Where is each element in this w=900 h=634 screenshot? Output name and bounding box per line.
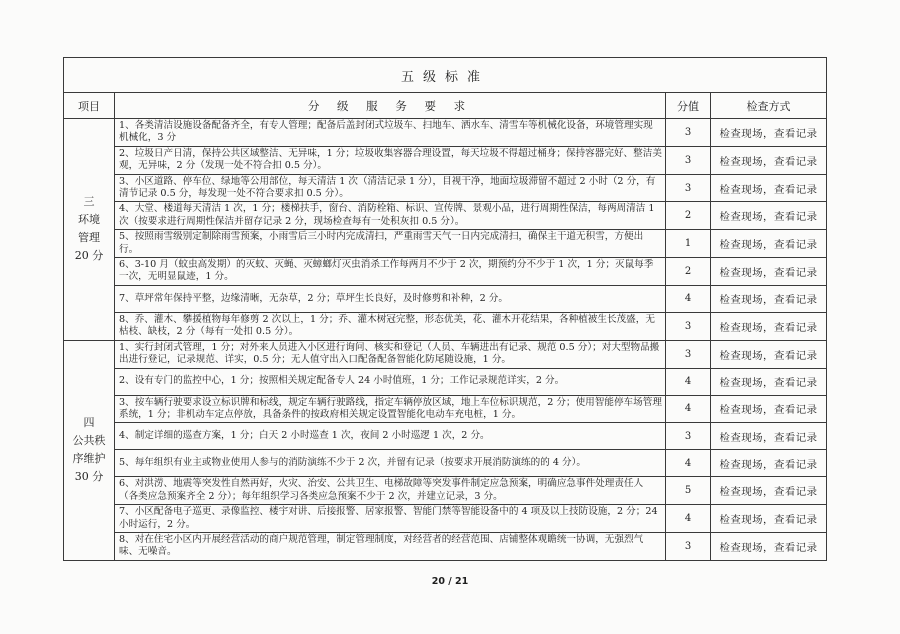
inspection-method: 检查现场，查看记录 xyxy=(711,368,827,395)
section-name-cell xyxy=(64,340,115,560)
requirement-text: 5、每年组织有业主或物业使用人参与的消防演练不少于 2 次，并留有记录（按要求开展消防演练的的 4 分）。 xyxy=(115,450,666,477)
table-row xyxy=(64,395,827,423)
inspection-method: 检查现场，查看记录 xyxy=(711,450,827,477)
inspection-method: 检查现场，查看记录 xyxy=(711,477,827,505)
section-name-line: 管理 xyxy=(78,231,100,245)
requirement-text: 8、乔、灌木、攀援植物每年修剪 2 次以上，1 分；乔、灌木树冠完整，形态优美，花、灌木开花结果，各种植被生长茂盛，无枯枝、缺枝，2 分（每有一处扣 0.5 分）。 xyxy=(115,312,666,340)
score-value: 3 xyxy=(666,340,711,368)
section-name-cell xyxy=(64,119,115,341)
requirement-text: 6、3-10 月（蚊虫高发期）的灭蚊、灭蝇、灭蟑螂灯灭虫消杀工作每两月不少于 2 次，期预约分不少于 1 次，1 分；灭鼠每季一次，无明显鼠迹，1 分。 xyxy=(115,258,666,286)
score-value: 4 xyxy=(666,450,711,477)
score-value: 3 xyxy=(666,312,711,340)
table-row xyxy=(64,477,827,505)
header-method: 检查方式 xyxy=(711,93,827,119)
inspection-method: 检查现场，查看记录 xyxy=(711,505,827,533)
section-name-line: 公共秩 xyxy=(72,434,106,448)
score-value: 4 xyxy=(666,368,711,395)
inspection-method: 检查现场，查看记录 xyxy=(711,119,827,147)
requirement-text: 4、制定详细的巡查方案，1 分；白天 2 小时巡查 1 次，夜间 2 小时巡逻 1 次，2 分。 xyxy=(115,423,666,450)
section-name-line: 三 xyxy=(83,195,95,209)
inspection-method: 检查现场，查看记录 xyxy=(711,423,827,450)
inspection-method: 检查现场，查看记录 xyxy=(711,395,827,423)
table-title-row xyxy=(64,58,827,93)
header-requirements: 分 级 服 务 要 求 xyxy=(115,93,666,119)
table-row xyxy=(64,230,827,258)
requirement-text: 8、对在住宅小区内开展经营活动的商户规范管理，制定管理制度，对经营者的经营范围、店铺整体观瞻统一协调，无强烈气味、无噪音。 xyxy=(115,532,666,560)
page-number: 20 / 21 xyxy=(431,576,469,587)
table-row xyxy=(64,368,827,395)
score-value: 4 xyxy=(666,505,711,533)
inspection-method: 检查现场，查看记录 xyxy=(711,340,827,368)
table-row xyxy=(64,258,827,286)
inspection-method: 检查现场，查看记录 xyxy=(711,312,827,340)
score-value: 3 xyxy=(666,146,711,174)
header-project: 项目 xyxy=(64,93,115,119)
requirement-text: 3、按车辆行驶要求设立标识牌和标线，规定车辆行驶路线，指定车辆停放区域，地上车位标识规范，2 分；使用智能停车场管理系统，1 分；非机动车定点停放，具备条件的按政府相关规定设置智能化电动车充电桩，1 分。 xyxy=(115,395,666,423)
score-value: 3 xyxy=(666,532,711,560)
inspection-method: 检查现场，查看记录 xyxy=(711,146,827,174)
table-row xyxy=(64,423,827,450)
score-value: 5 xyxy=(666,477,711,505)
requirement-text: 7、小区配备电子巡更、录像监控、楼宇对讲、后接报警、居家报警、智能门禁等智能设备中的 4 项及以上技防设施，2 分；24 小时运行，2 分。 xyxy=(115,505,666,533)
requirement-text: 7、草坪常年保持平整，边缘清晰，无杂草，2 分；草坪生长良好，及时修剪和补种，2 分。 xyxy=(115,285,666,312)
inspection-method: 检查现场，查看记录 xyxy=(711,532,827,560)
requirement-text: 1、实行封闭式管理，1 分；对外来人员进入小区进行询问、核实和登记（人员、车辆进出有记录、规范 0.5 分）；对大型物品搬出进行登记，记录规范、详实，0.5 分；无人值守出入口配备配备智能化防尾随设施，1 分。 xyxy=(115,340,666,368)
table-row xyxy=(64,312,827,340)
table-title: 五级标准 xyxy=(64,58,827,93)
inspection-method: 检查现场，查看记录 xyxy=(711,230,827,258)
score-value: 4 xyxy=(666,395,711,423)
requirement-text: 5、按照雨雪级别定制除雨雪预案，小雨雪后三小时内完成清扫，严重雨雪天气一日内完成清扫，确保主干道无积雪，方便出行。 xyxy=(115,230,666,258)
score-value: 2 xyxy=(666,258,711,286)
inspection-method: 检查现场，查看记录 xyxy=(711,258,827,286)
requirement-text: 2、设有专门的监控中心，1 分；按照相关规定配备专人 24 小时值班，1 分；工作记录规范详实，2 分。 xyxy=(115,368,666,395)
table-row xyxy=(64,450,827,477)
table-row xyxy=(64,340,827,368)
requirement-text: 6、对洪涝、地震等突发性自然再好，火灾、治安、公共卫生、电梯故障等突发事件制定应急预案，明确应急事件处理责任人（各类应急预案齐全 2 分）；每年组织学习各类应急预案不少于 2 次，并建立记录，3 分。 xyxy=(115,477,666,505)
standards-table xyxy=(63,57,827,561)
score-value: 3 xyxy=(666,119,711,147)
requirement-text: 2、垃圾日产日清，保持公共区域整洁、无异味，1 分；垃圾收集容器合理设置，每天垃圾不得超过桶身；保持容器完好、整洁美观，无异味，2 分（发现一处不符合扣 0.5 分）。 xyxy=(115,146,666,174)
requirement-text: 3、小区道路、停车位、绿地等公用部位，每天清洁 1 次（清洁记录 1 分），目视干净，地面垃圾滞留不超过 2 小时（2 分，有清节记录 0.5 分，每发现一处不符合要求扣 0.5 分）。 xyxy=(115,174,666,202)
header-score: 分值 xyxy=(666,93,711,119)
score-value: 3 xyxy=(666,423,711,450)
table-row xyxy=(64,146,827,174)
table-row xyxy=(64,285,827,312)
requirement-text: 1、各类清洁设施设备配备齐全，有专人管理；配备后盖封闭式垃圾车、扫地车、洒水车、清雪车等机械化设备，环境管理实现机械化，3 分 xyxy=(115,119,666,147)
inspection-method: 检查现场，查看记录 xyxy=(711,202,827,230)
score-value: 3 xyxy=(666,174,711,202)
score-value: 4 xyxy=(666,285,711,312)
table-row xyxy=(64,202,827,230)
table-row xyxy=(64,174,827,202)
table-row xyxy=(64,532,827,560)
section-name-line: 序维护 xyxy=(72,452,106,466)
section-name-line: 30 分 xyxy=(74,470,104,484)
table-row xyxy=(64,505,827,533)
score-value: 1 xyxy=(666,230,711,258)
inspection-method: 检查现场，查看记录 xyxy=(711,174,827,202)
section-name-line: 环境 xyxy=(78,213,100,227)
requirement-text: 4、大堂、楼道每天清洁 1 次，1 分；楼梯扶手，窗台、消防栓箱、标识、宣传牌、景观小品，进行周期性保洁，每两周清洁 1 次（按要求进行周期性保洁并留存记录 2 分，现场检查每有一处积灰扣 0.5 分）。 xyxy=(115,202,666,230)
score-value: 2 xyxy=(666,202,711,230)
table-row xyxy=(64,119,827,147)
section-name-line: 四 xyxy=(83,416,95,430)
table-header-row xyxy=(64,93,827,119)
section-name-line: 20 分 xyxy=(74,249,104,263)
inspection-method: 检查现场，查看记录 xyxy=(711,285,827,312)
